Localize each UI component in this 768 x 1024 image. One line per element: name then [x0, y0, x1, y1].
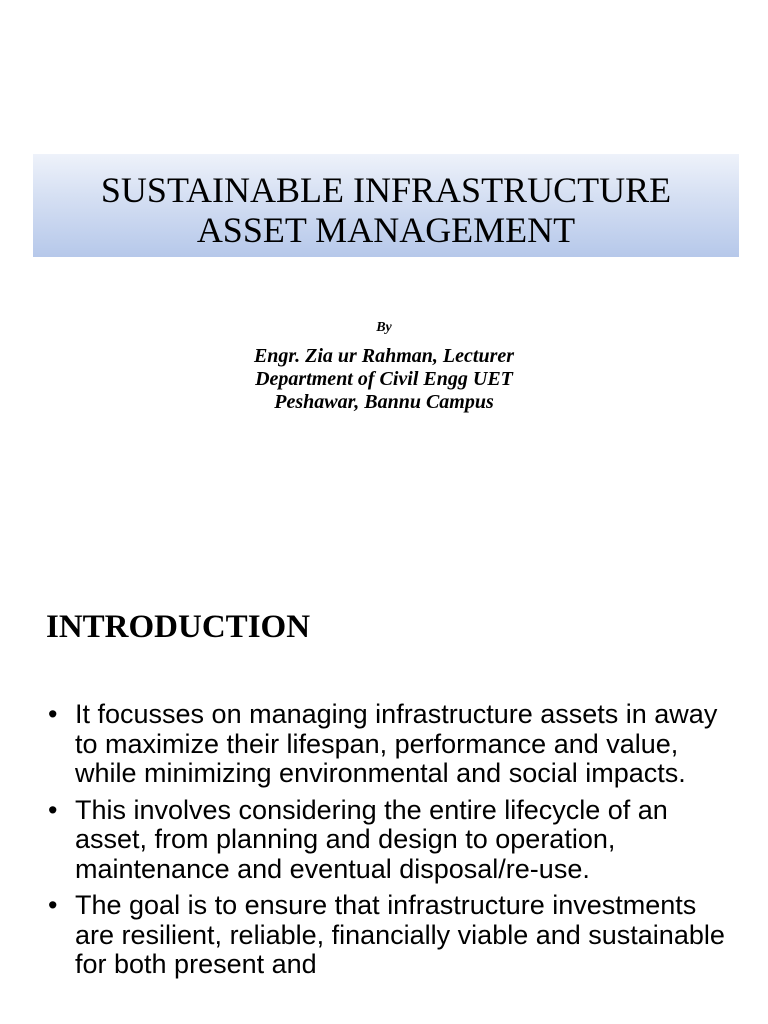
title-line-1: SUSTAINABLE INFRASTRUCTURE [100, 170, 672, 210]
bullet-text: It focusses on managing infrastructure assets in away to maximize their lifespan, performance and value, while minimizing environmental and social impacts. [75, 699, 718, 788]
introduction-slide [0, 560, 768, 1024]
bullet-list [48, 700, 738, 987]
bullet-text: This involves considering the entire lifecycle of an asset, from planning and design to operation, maintenance and eventual disposal/re-use. [75, 794, 668, 884]
title-line-2: ASSET MANAGEMENT [196, 210, 576, 250]
list-item [48, 700, 738, 789]
slide-title [33, 154, 739, 250]
slide-heading: INTRODUCTION [46, 609, 311, 645]
bullet-text: The goal is to ensure that infrastructure investments are resilient, reliable, financially viable and sustainable for both present and [75, 890, 725, 979]
by-label: By [376, 320, 392, 335]
list-item [48, 796, 738, 885]
author-name: Engr. Zia ur Rahman, Lecturer [253, 345, 515, 367]
author-department: Department of Civil Engg UET [255, 368, 513, 390]
author-campus: Peshawar, Bannu Campus [274, 391, 494, 413]
bullet-icon: • [48, 890, 58, 920]
author-block [0, 345, 768, 414]
bullet-icon: • [48, 794, 58, 825]
title-banner [33, 154, 739, 257]
bullet-icon: • [48, 699, 58, 729]
list-item [48, 891, 738, 980]
